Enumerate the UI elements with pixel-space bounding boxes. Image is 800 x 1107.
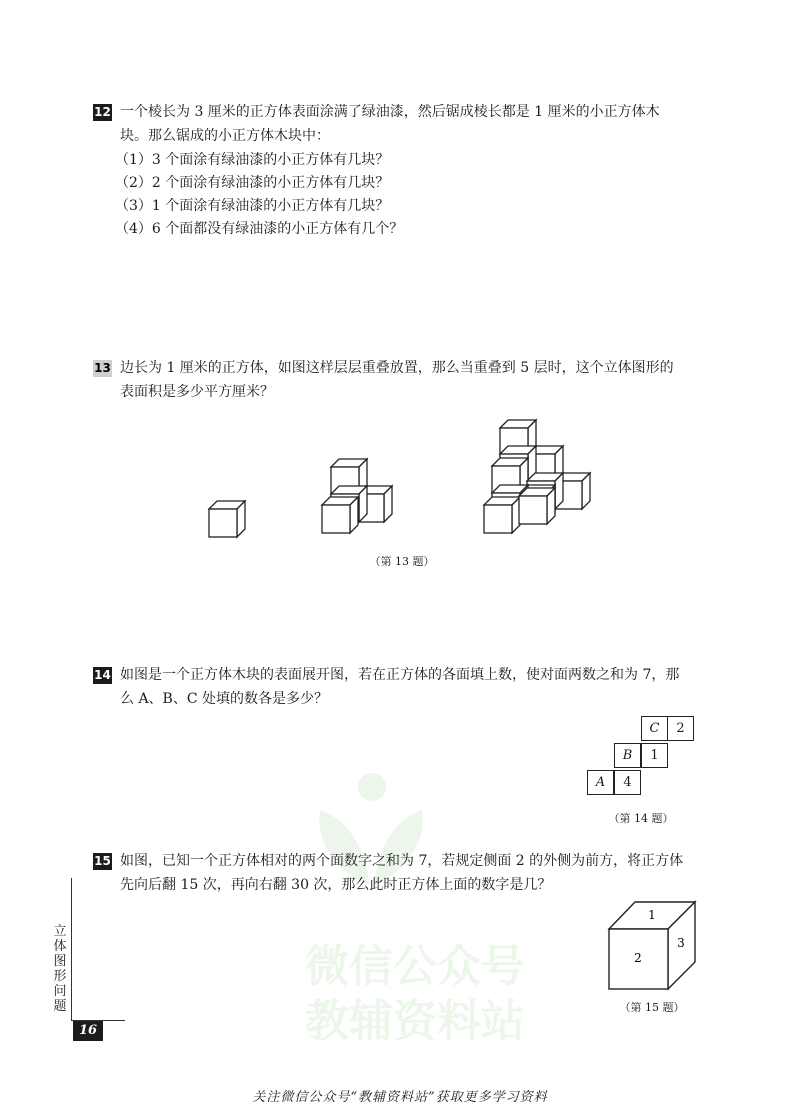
sidebar-chapter-char: 题 [53,999,67,1014]
q13-cube [519,488,555,524]
sidebar-chapter-char: 立 [53,924,67,939]
cube-side-label: 3 [677,936,685,950]
sidebar-chapter-char: 形 [53,969,67,984]
q12-item-1: （1）3 个面涂有绿油漆的小正方体有几块？ [115,152,390,168]
net-cell-4: 4 [614,770,641,795]
question-number-15: 15 [94,854,111,868]
q13-cube [484,497,520,533]
q13-text-line2: 表面积是多少平方厘米？ [120,384,274,400]
sidebar-chapter-char: 体 [53,939,67,954]
net-cell-2: 2 [667,716,694,741]
sidebar-chapter-char: 问 [53,984,67,999]
net-cell-b: B [614,743,641,768]
q14-caption: （第 14 题） [608,812,674,825]
q12-item-3: （3）1 个面涂有绿油漆的小正方体有几块？ [115,198,390,214]
q13-cube [322,497,358,533]
cube-top-label: 1 [648,908,656,922]
q15-text-line1: 如图，已知一个正方体相对的两个面数字之和为 7，若规定侧面 2 的外侧为前方，将正方体 [120,853,684,869]
question-number-12: 12 [94,105,111,119]
net-cell-c: C [641,716,668,741]
q13-text-line1: 边长为 1 厘米的正方体，如图这样层层重叠放置，那么当重叠到 5 层时，这个立体图形的 [120,360,674,376]
question-number-13: 13 [94,361,111,375]
question-number-14: 14 [94,668,111,682]
cube-front-label: 2 [634,951,642,965]
net-cell-1: 1 [641,743,668,768]
watermark-line1: 微信公众号 [305,941,525,992]
page-number: 16 [73,1021,103,1041]
q12-text-line1: 一个棱长为 3 厘米的正方体表面涂满了绿油漆，然后锯成棱长都是 1 厘米的小正方体木 [120,104,660,120]
q13-cube [209,501,245,537]
sidebar-chapter-char: 图 [53,954,67,969]
q13-caption: （第 13 题） [369,555,435,568]
footer-text: 关注微信公众号“教辅资料站”获取更多学习资料 [252,1090,548,1105]
watermark-line2: 教辅资料站 [305,996,525,1047]
sidebar-rule-vertical [71,878,72,1021]
q14-text-line1: 如图是一个正方体木块的表面展开图，若在正方体的各面填上数，使对面两数之和为 7，那 [120,667,680,683]
q14-text-line2: 么 A、B、C 处填的数各是多少？ [120,691,329,707]
q15-cube-figure [600,893,710,993]
q12-text-line2: 块。那么锯成的小正方体木块中： [120,128,330,144]
q15-text-line2: 先向后翻 15 次，再向右翻 30 次，那么此时正方体上面的数字是几？ [120,877,552,893]
q12-item-2: （2）2 个面涂有绿油漆的小正方体有几块？ [115,175,390,191]
net-cell-a: A [587,770,614,795]
q15-caption: （第 15 题） [619,1001,685,1014]
q12-item-4: （4）6 个面都没有绿油漆的小正方体有几个？ [115,221,404,237]
